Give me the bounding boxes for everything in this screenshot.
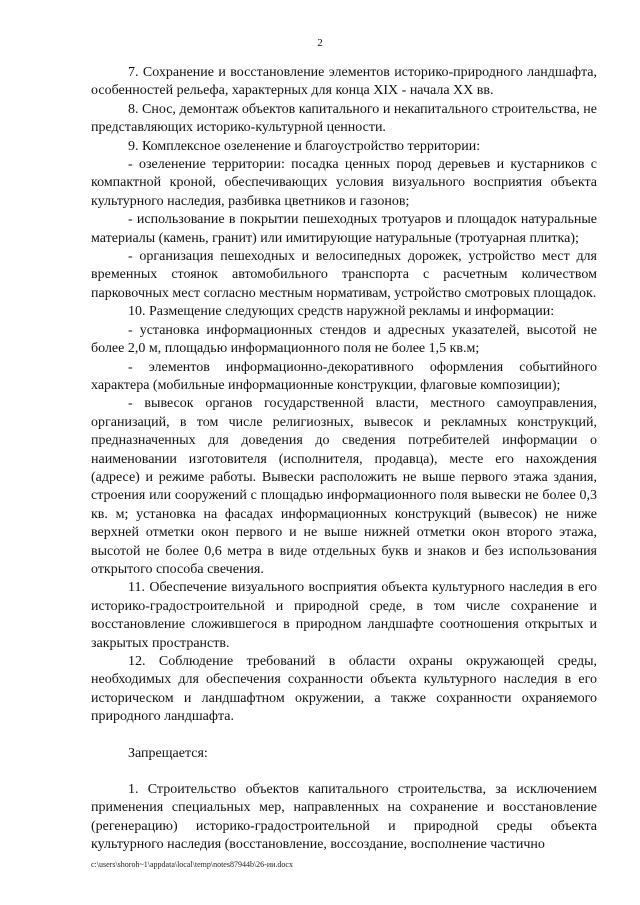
list-item: - организация пешеходных и велосипедных дорожек, устройство мест для временных стоянок автомобильного транспорта с расчетным количеством парковочных мест согласно местным нормативам, устройство смотровых площадок. bbox=[91, 249, 597, 301]
paragraph-item-12: 12. Соблюдение требований в области охраны окружающей среды, необходимых для обеспечения сохранности объекта культурного наследия в его историческом и ландшафтном окружении, а также сохранности охраняемого природного ландшафта. bbox=[91, 654, 597, 725]
footer-file-path: c:\users\shoroh~1\appdata\local\temp\notes87944b\26-ии.docx bbox=[91, 860, 293, 869]
paragraph-item-9: 9. Комплексное озеленение и благоустройство территории: bbox=[128, 138, 481, 154]
list-item: - использование в покрытии пешеходных тротуаров и площадок натуральные материалы (камень, гранит) или имитирующие натуральные (тротуарная плитка); bbox=[91, 212, 597, 246]
list-item: - озеленение территории: посадка ценных пород деревьев и кустарников с компактной кроной, обеспечивающих условия визуального восприятия объекта культурного наследия, разбивка цветников и газонов; bbox=[91, 157, 597, 209]
paragraph-item-10: 10. Размещение следующих средств наружной рекламы и информации: bbox=[128, 304, 555, 320]
prohibited-item-1: 1. Строительство объектов капитального строительства, за исключением применения специальных мер, направленных на сохранение и восстановление (регенерацию) историко-градостроительной и природной среды объекта культурного наследия (восстановление, воссоздание, восполнение частично bbox=[91, 782, 597, 853]
list-item: - элементов информационно-декоративного оформления событийного характера (мобильные информационные конструкции, флаговые композиции); bbox=[91, 359, 597, 393]
document-body bbox=[91, 64, 597, 855]
list-item: - установка информационных стендов и адресных указателей, высотой не более 2,0 м, площадью информационного поля не более 1,5 кв.м; bbox=[91, 322, 597, 357]
paragraph-item-7: 7. Сохранение и восстановление элементов историко-природного ландшафта, особенностей рельефа, характерных для конца XIX - начала XX вв. bbox=[91, 65, 597, 99]
prohibited-heading: Запрещается: bbox=[128, 745, 208, 761]
paragraph-item-11: 11. Обеспечение визуального восприятия объекта культурного наследия в его историко-градостроительной и природной среде, в том числе сохранение и восстановление сложившегося в природном ландшафте соотношения открытых и закрытых пространств. bbox=[91, 580, 597, 651]
paragraph-item-8: 8. Снос, демонтаж объектов капитального и некапитального строительства, не представляющих историко-культурной ценности. bbox=[91, 101, 597, 136]
page-number: 2 bbox=[317, 37, 323, 49]
list-item: - вывесок органов государственной власти, местного самоуправления, организаций, в том числе религиозных, вывесок и рекламных конструкций, предназначенных для доведения до сведения потребителей информации о наименовании изготовителя (исполнителя, продавца), месте его нахождения (адресе) и режиме работы. Вывески расположить не выше первого этажа здания, строения или сооружений с площадью информационного поля вывески не более 0,3 кв. м; установка на фасадах информационных конструкций (вывесок) не ниже верхней отметки окон первого и не выше нижней отметки окон второго этажа, высотой не более 0,6 метра в виде отдельных букв и знаков и без использования открытого способа свечения. bbox=[91, 396, 597, 577]
